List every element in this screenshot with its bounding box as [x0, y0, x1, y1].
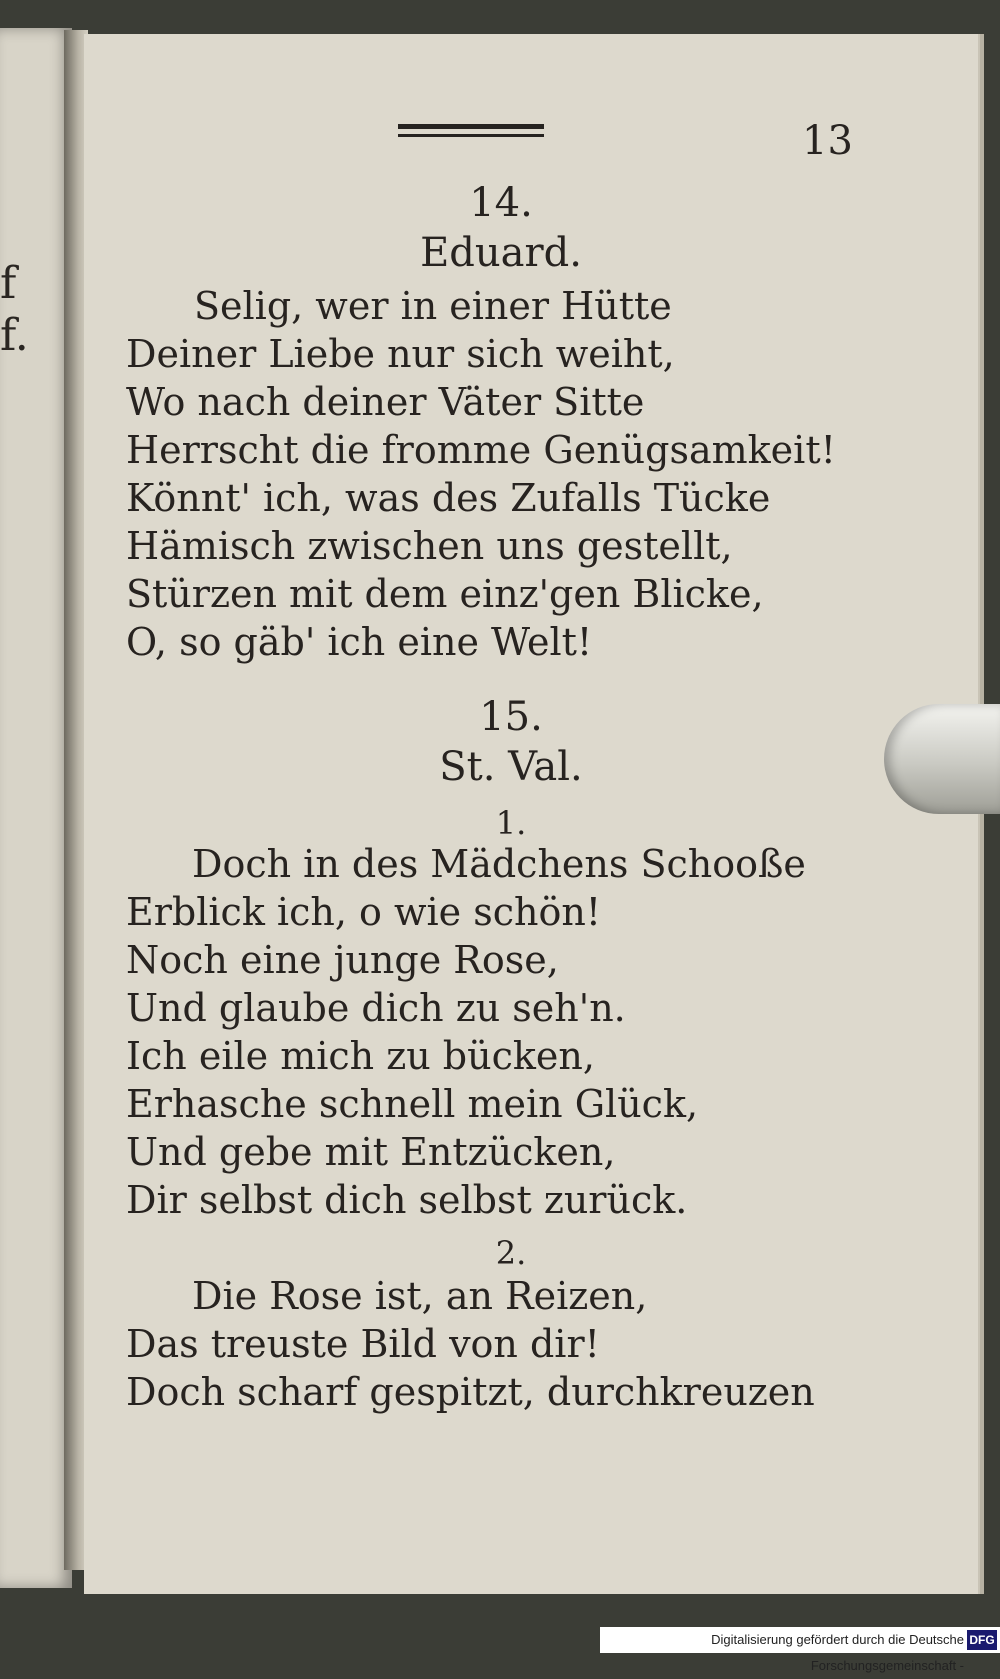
poem-line: Selig, wer in einer Hütte [194, 284, 672, 328]
book-page [84, 34, 978, 1594]
poem-number: 14. [469, 180, 533, 226]
page-clip [884, 704, 1000, 814]
poem-line: Ich eile mich zu bücken, [126, 1034, 595, 1078]
stanza-number: 1. [495, 804, 527, 842]
poem-line: O, so gäb' ich eine Welt! [126, 620, 593, 664]
page-number: 13 [802, 118, 853, 164]
poem-line: Die Rose ist, an Reizen, [192, 1274, 648, 1318]
digitization-footer [600, 1627, 1000, 1673]
poem-line: Und gebe mit Entzücken, [126, 1130, 616, 1174]
header-rule-thin [398, 134, 544, 137]
poem-title: Eduard. [420, 230, 582, 276]
footer-text: Digitalisierung gefördert durch die Deutsche Forschungsgemeinschaft - [711, 1632, 964, 1673]
poem-line: Stürzen mit dem einz'gen Blicke, [126, 572, 764, 616]
dfg-logo: DFG [967, 1630, 997, 1650]
poem-line: Noch eine junge Rose, [126, 938, 559, 982]
poem-line: Deiner Liebe nur sich weiht, [126, 332, 675, 376]
left-page-fragment [0, 258, 29, 362]
poem-line: Doch scharf gespitzt, durchkreuzen [126, 1370, 815, 1414]
poem-title: St. Val. [439, 744, 583, 790]
left-fragment-line: f [0, 258, 17, 309]
poem-line: Erhasche schnell mein Glück, [126, 1082, 699, 1126]
poem-line: Herrscht die fromme Genügsamkeit! [126, 428, 836, 472]
poem-line: Und glaube dich zu seh'n. [126, 986, 626, 1030]
poem-line: Das treuste Bild von dir! [126, 1322, 600, 1366]
poem-line: Wo nach deiner Väter Sitte [126, 380, 645, 424]
poem-line: Dir selbst dich selbst zurück. [126, 1178, 688, 1222]
poem-line: Doch in des Mädchens Schooße [192, 842, 806, 886]
poem-number: 15. [479, 694, 543, 740]
poem-line: Könnt' ich, was des Zufalls Tücke [126, 476, 771, 520]
left-fragment-line: f. [0, 310, 29, 361]
poem-line: Erblick ich, o wie schön! [126, 890, 602, 934]
poem-line: Hämisch zwischen uns gestellt, [126, 524, 733, 568]
stanza-number: 2. [495, 1234, 527, 1272]
header-rule [398, 124, 544, 129]
